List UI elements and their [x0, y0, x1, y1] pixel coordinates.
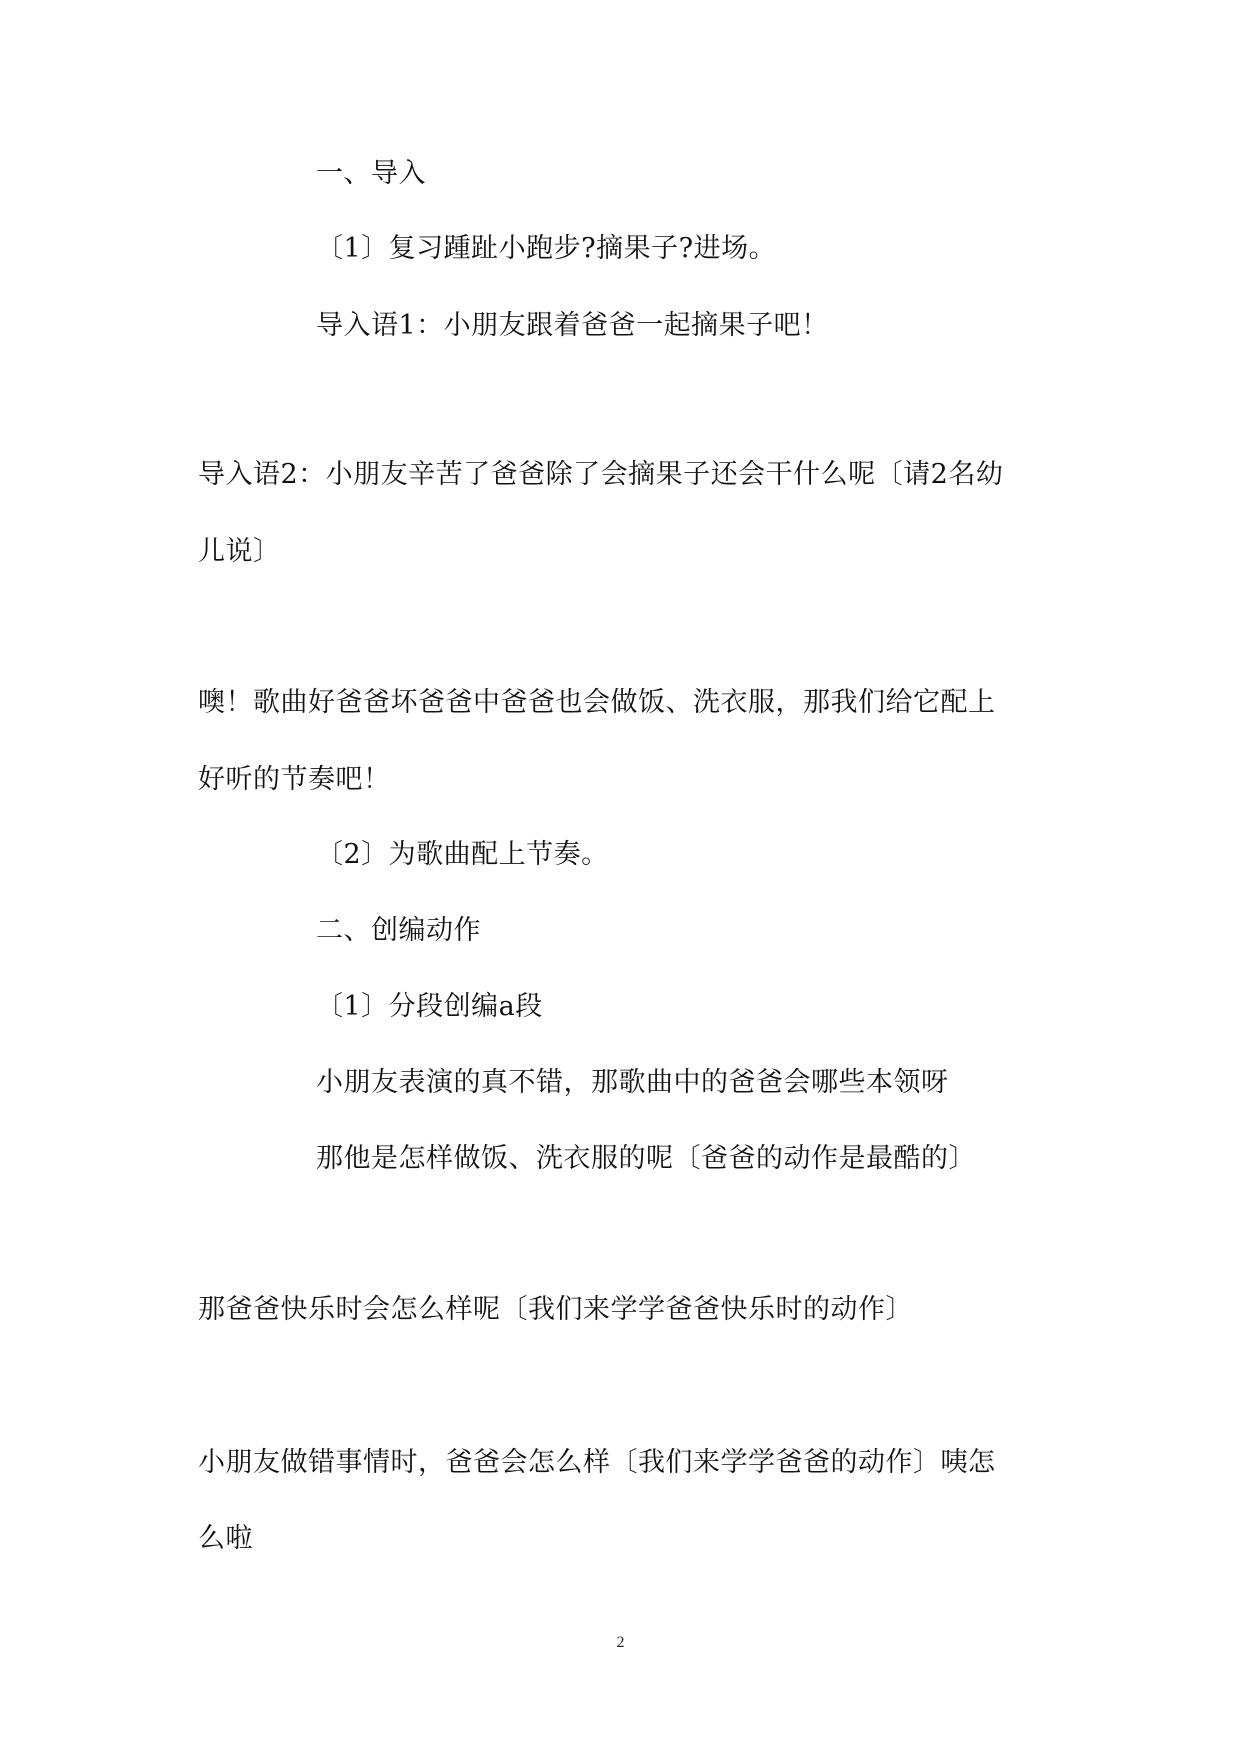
paragraph-line: 儿说〕: [198, 536, 281, 567]
paragraph-line: 〔1〕复习踵趾小跑步?摘果子?进场。: [316, 233, 777, 264]
paragraph-line: 导入语1：小朋友跟着爸爸一起摘果子吧！: [316, 310, 829, 341]
paragraph-line: 小朋友表演的真不错，那歌曲中的爸爸会哪些本领呀: [316, 1067, 949, 1098]
section-heading-intro: 一、导入: [316, 158, 426, 189]
paragraph-line: 好听的节奏吧！: [198, 764, 391, 795]
paragraph-line: 导入语2：小朋友辛苦了爸爸除了会摘果子还会干什么呢〔请2名幼: [198, 459, 1004, 490]
paragraph-line: 〔1〕分段创编a段: [316, 991, 543, 1022]
paragraph-line: 那他是怎样做饭、洗衣服的呢〔爸爸的动作是最酷的〕: [316, 1143, 976, 1174]
page-number: 2: [616, 1634, 625, 1651]
paragraph-line: 噢！歌曲好爸爸坏爸爸中爸爸也会做饭、洗衣服，那我们给它配上: [198, 687, 996, 718]
paragraph-line: 小朋友做错事情时，爸爸会怎么样〔我们来学学爸爸的动作〕咦怎: [198, 1447, 996, 1478]
paragraph-line: 〔2〕为歌曲配上节奏。: [316, 839, 609, 870]
section-heading-create: 二、创编动作: [316, 915, 481, 946]
paragraph-line: 那爸爸快乐时会怎么样呢〔我们来学学爸爸快乐时的动作〕: [198, 1294, 913, 1325]
paragraph-line: 么啦: [198, 1523, 253, 1554]
